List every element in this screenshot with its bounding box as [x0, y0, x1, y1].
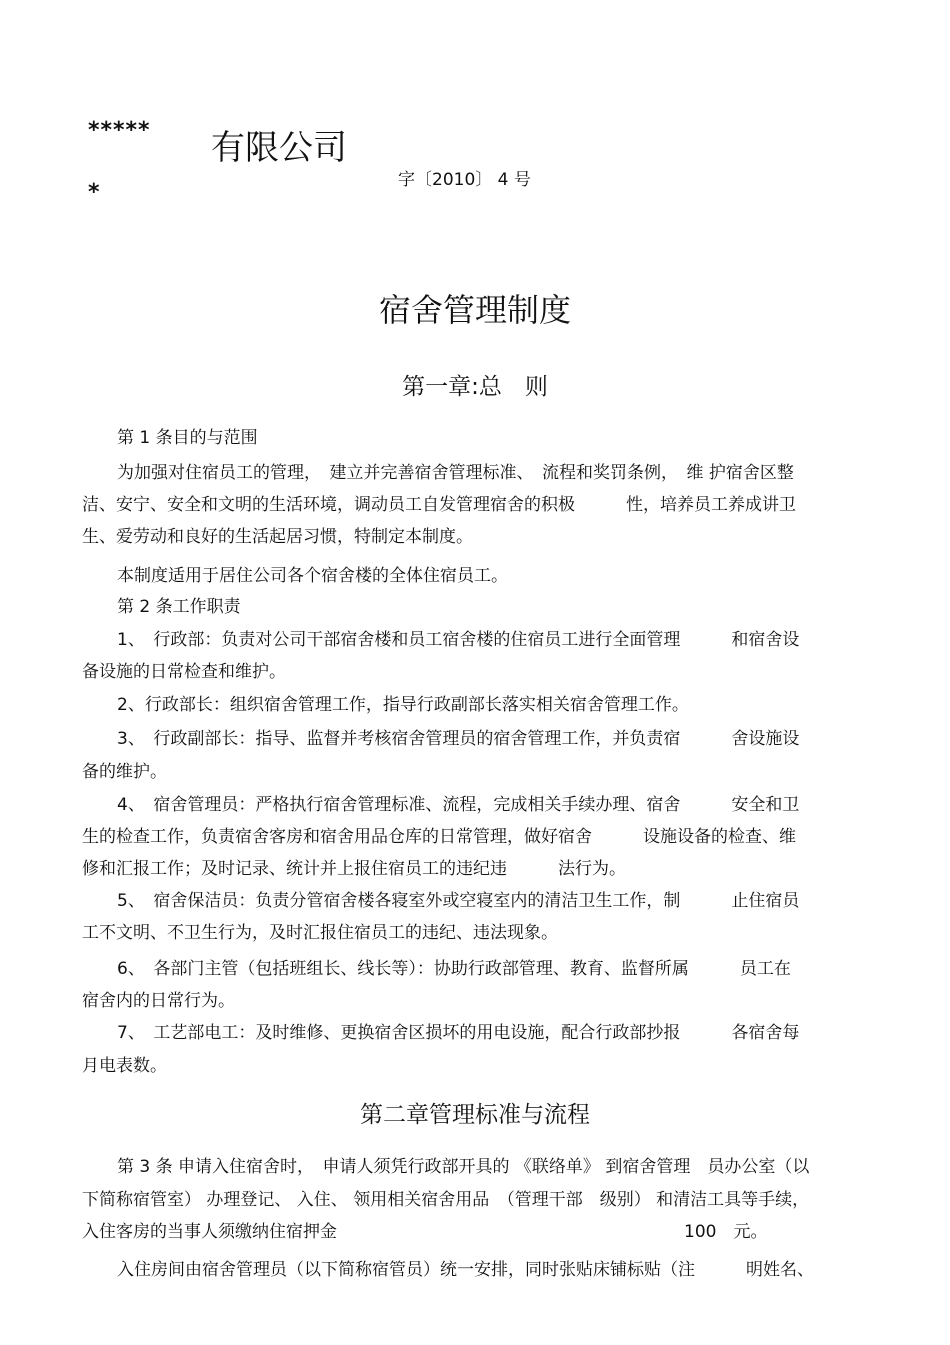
list-item-continuation: 备的维护。	[82, 762, 167, 782]
paragraph-line: 生、爱劳动和良好的生活起居习惯，特制定本制度。	[82, 527, 473, 547]
list-item: 7、 工艺部电工：及时维修、更换宿舍区损坏的用电设施，配合行政部抄报 各宿舍每	[117, 1023, 800, 1043]
paragraph-line: 洁、安宁、安全和文明的生活环境，调动员工自发管理宿舍的积极 性，培养员工养成讲卫	[82, 495, 796, 515]
document-number: 字〔2010〕 4 号	[398, 170, 531, 190]
list-item-continuation: 宿舍内的日常行为。	[82, 991, 235, 1011]
paragraph-line: 入住客房的当事人须缴纳住宿押金	[82, 1222, 337, 1242]
list-item: 6、 各部门主管（包括班组长、线长等）：协助行政部管理、教育、监督所属 员工在	[117, 959, 791, 979]
paragraph-line: 下简称宿管室） 办理登记、 入住、 领用相关宿舍用品 （管理干部 级别） 和清洁工具等手续，	[82, 1190, 810, 1210]
list-item: 5、 宿舍保洁员：负责分管宿舍楼各寝室外或空寝室内的清洁卫生工作，制 止住宿员	[117, 891, 800, 911]
deposit-amount: 100 元。	[684, 1222, 768, 1242]
document-title: 宿舍管理制度	[378, 291, 571, 329]
list-item: 3、 行政副部长：指导、监督并考核宿舍管理员的宿舍管理工作，并负责宿 舍设施设	[117, 729, 800, 749]
article-1-heading: 第 1 条目的与范围	[117, 428, 258, 448]
list-item-continuation: 月电表数。	[82, 1056, 167, 1076]
chapter-2-heading: 第二章管理标准与流程	[360, 1102, 590, 1128]
paragraph-line: 第 3 条 申请入住宿舍时， 申请人须凭行政部开具的 《联络单》 到宿舍管理 员办公室（以	[117, 1157, 810, 1177]
list-item: 1、 行政部：负责对公司干部宿舍楼和员工宿舍楼的住宿员工进行全面管理 和宿舍设	[117, 630, 800, 650]
article-2-heading: 第 2 条工作职责	[117, 597, 241, 617]
company-name-mask-line1: *****	[88, 118, 151, 143]
list-item-continuation: 生的检查工作，负责宿舍客房和宿舍用品仓库的日常管理，做好宿舍 设施设备的检查、维	[82, 827, 796, 847]
paragraph-line: 入住房间由宿舍管理员（以下简称宿管员）统一安排，同时张贴床铺标贴（注 明姓名、	[117, 1260, 814, 1280]
company-name-mask-line2: *	[88, 180, 101, 205]
paragraph-line: 本制度适用于居住公司各个宿舍楼的全体住宿员工。	[117, 566, 508, 586]
chapter-1-heading: 第一章:总 则	[402, 374, 548, 400]
list-item: 2、行政部长：组织宿舍管理工作，指导行政副部长落实相关宿舍管理工作。	[117, 695, 689, 715]
paragraph-line: 为加强对住宿员工的管理， 建立并完善宿舍管理标准、 流程和奖罚条例， 维 护宿舍区整	[117, 463, 794, 483]
list-item-continuation: 工不文明、不卫生行为，及时汇报住宿员工的违纪、违法现象。	[82, 923, 558, 943]
list-item: 4、 宿舍管理员：严格执行宿舍管理标准、流程，完成相关手续办理、宿舍 安全和卫	[117, 795, 800, 815]
list-item-continuation: 备设施的日常检查和维护。	[82, 662, 286, 682]
list-item-continuation: 修和汇报工作；及时记录、统计并上报住宿员工的违纪违 法行为。	[82, 859, 626, 879]
company-name: 有限公司	[211, 128, 347, 168]
